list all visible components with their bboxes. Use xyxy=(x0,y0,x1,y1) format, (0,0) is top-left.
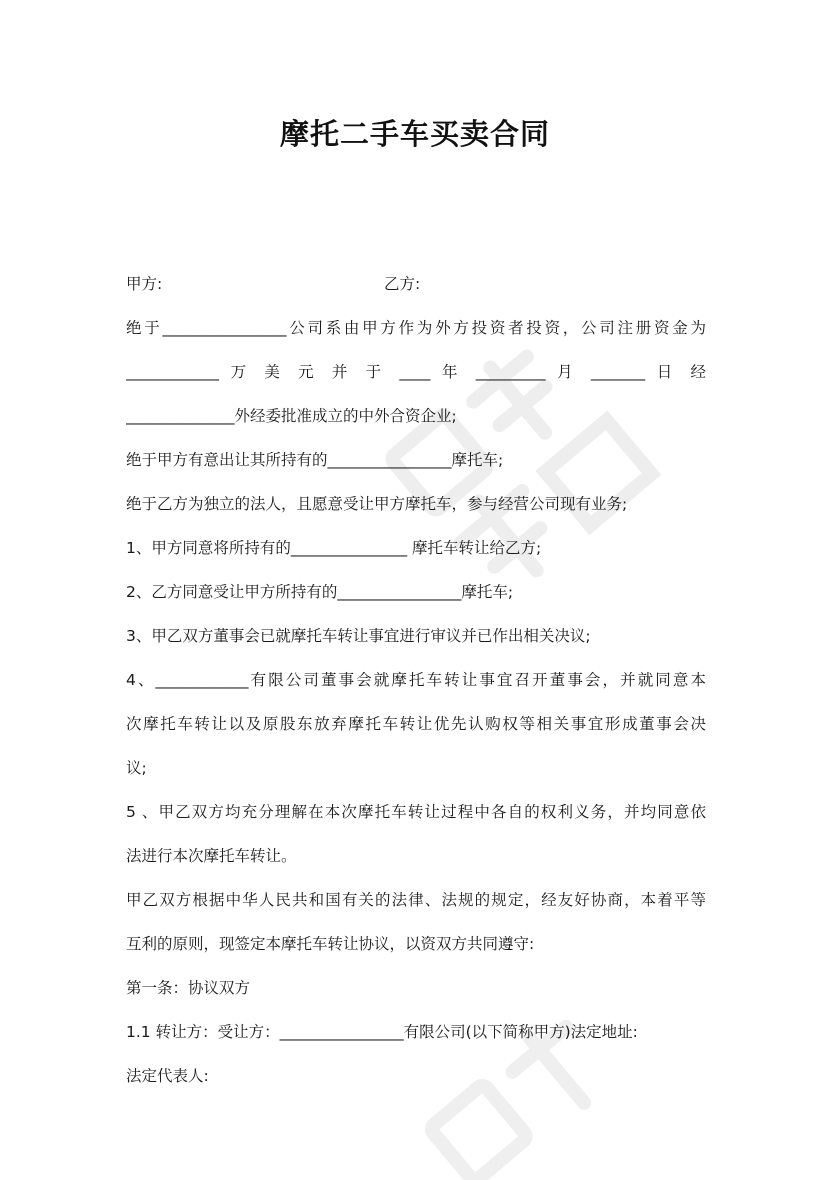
paragraph-line: 法定代表人: xyxy=(126,1067,209,1085)
paragraph-line: 互利的原则，现签定本摩托车转让协议，以资双方共同遵守: xyxy=(126,935,535,953)
contract-title: 摩托二手车买卖合同 xyxy=(279,117,550,151)
paragraph-line: ____________ 万 美 元 并 于 ____ 年 _________ 月 _______ 日 经 xyxy=(126,363,706,381)
paragraph-line: 甲乙双方根据中华人民共和国有关的法律、法规的规定，经友好协商，本着平等 xyxy=(126,891,706,909)
party-b-label: 乙方: xyxy=(384,275,421,293)
paragraph-line: 法进行本次摩托车转让。 xyxy=(126,847,297,865)
section-heading: 第一条：协议双方 xyxy=(126,979,251,997)
party-a-label: 甲方: xyxy=(126,275,163,293)
paragraph-line: 议; xyxy=(126,759,147,777)
parties-line xyxy=(126,262,706,306)
paragraph-line: 2、乙方同意受让甲方所持有的________________摩托车; xyxy=(126,583,514,601)
paragraph-line: 4、____________有限公司董事会就摩托车转让事宜召开董事会，并就同意本 xyxy=(126,671,706,689)
paragraph-line: ______________外经委批准成立的中外合资企业; xyxy=(126,407,457,425)
paragraph-line: 1、甲方同意将所持有的_______________ 摩托车转让给乙方; xyxy=(126,539,542,557)
contract-body xyxy=(126,262,706,1098)
paragraph-line: 1.1 转让方：受让方：________________有限公司(以下简称甲方)法定地址: xyxy=(126,1023,638,1041)
paragraph-line: 绝于________________公司系由甲方作为外方投资者投资，公司注册资金为 xyxy=(126,319,706,337)
paragraph-line: 次摩托车转让以及原股东放弃摩托车转让优先认购权等相关事宜形成董事会决 xyxy=(126,715,706,733)
paragraph-line: 绝于乙方为独立的法人，且愿意受让甲方摩托车，参与经营公司现有业务; xyxy=(126,495,628,513)
paragraph-line: 3、甲乙双方董事会已就摩托车转让事宜进行审议并已作出相关决议; xyxy=(126,627,591,645)
paragraph-line: 绝于甲方有意出让其所持有的________________摩托车; xyxy=(126,451,504,469)
paragraph-line: 5 、甲乙双方均充分理解在本次摩托车转让过程中各自的权利义务，并均同意依 xyxy=(126,803,706,821)
